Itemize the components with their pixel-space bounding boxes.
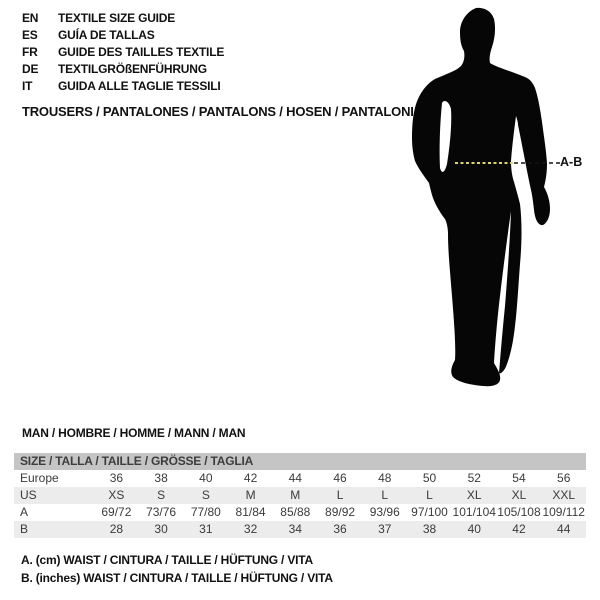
cell: 77/80: [190, 505, 221, 519]
lang-label: TEXTILE SIZE GUIDE: [58, 11, 176, 25]
cell: 46: [333, 471, 347, 485]
row-label: B: [20, 522, 29, 536]
lang-code: EN: [22, 11, 39, 25]
cell: 73/76: [146, 505, 177, 519]
cell: 34: [288, 522, 302, 536]
cell: M: [290, 488, 301, 502]
man-silhouette-svg: [408, 5, 573, 390]
note-b: B. (inches) WAIST / CINTURA / TAILLE / HÜFTUNG / VITA: [21, 571, 333, 585]
legend-row-it: [22, 78, 224, 95]
table-row-a-cm: [14, 504, 586, 521]
lang-label: GUIDE DES TAILLES TEXTILE: [58, 45, 225, 59]
row-label: Europe: [20, 471, 59, 485]
cell: XS: [108, 488, 125, 502]
lang-label: GUIDA ALLE TAGLIE TESSILI: [58, 79, 221, 93]
legend-row-fr: [22, 44, 224, 61]
gender-section-heading: MAN / HOMBRE / HOMME / MANN / MAN: [22, 426, 246, 440]
cell: 37: [378, 522, 392, 536]
waist-measure-label: A-B: [560, 155, 583, 169]
cell: 69/72: [101, 505, 132, 519]
cell: 97/100: [411, 505, 448, 519]
cell: 44: [288, 471, 302, 485]
cell: XL: [466, 488, 482, 502]
size-table-header: SIZE / TALLA / TAILLE / GRÖSSE / TAGLIA: [14, 453, 586, 470]
man-silhouette: [408, 5, 573, 390]
lang-code: FR: [22, 45, 38, 59]
cell: 105/108: [497, 505, 541, 519]
cell: XXL: [552, 488, 576, 502]
cell: 109/112: [542, 505, 585, 519]
cell: S: [201, 488, 210, 502]
table-row-b-inches: [14, 521, 586, 538]
cell: 28: [109, 522, 124, 536]
cell: 81/84: [235, 505, 266, 519]
cell: XL: [511, 488, 527, 502]
cell: 54: [512, 471, 526, 485]
lang-label: GUÍA DE TALLAS: [58, 28, 155, 42]
legend-row-en: [22, 10, 224, 27]
cell: 52: [467, 471, 481, 485]
cell: 38: [422, 522, 437, 536]
legend-row-de: [22, 61, 224, 78]
cell: 85/88: [280, 505, 311, 519]
note-a: A. (cm) WAIST / CINTURA / TAILLE / HÜFTUNG / VITA: [21, 553, 313, 567]
measurement-notes: [21, 551, 333, 587]
cell: M: [245, 488, 256, 502]
language-legend: [22, 10, 224, 95]
cell: L: [426, 488, 433, 502]
cell: 30: [154, 522, 168, 536]
cell: 36: [333, 522, 347, 536]
lang-code: ES: [22, 28, 38, 42]
cell: L: [381, 488, 389, 502]
cell: 89/92: [325, 505, 356, 519]
cell: 32: [243, 522, 258, 536]
cell: 50: [422, 471, 437, 485]
cell: 48: [378, 471, 392, 485]
cell: 101/104: [452, 505, 496, 519]
cell: 36: [109, 471, 124, 485]
lang-code: IT: [22, 79, 33, 93]
cell: 38: [154, 471, 168, 485]
table-row-europe: [14, 470, 586, 487]
size-table: [14, 453, 586, 538]
legend-row-es: [22, 27, 224, 44]
lang-label: TEXTILGRÖßENFÜHRUNG: [58, 62, 207, 76]
cell: 56: [557, 471, 571, 485]
lang-code: DE: [22, 62, 39, 76]
cell: 42: [512, 522, 526, 536]
cell: 31: [199, 522, 213, 536]
cell: L: [336, 488, 344, 502]
row-label: US: [20, 488, 37, 502]
cell: 44: [557, 522, 571, 536]
product-type-heading: TROUSERS / PANTALONES / PANTALONS / HOSEN / PANTALONI: [22, 104, 414, 119]
silhouette-path: [412, 8, 550, 386]
cell: 42: [243, 471, 258, 485]
cell: 40: [467, 522, 481, 536]
cell: 40: [199, 471, 213, 485]
cell: S: [157, 488, 166, 502]
table-row-us: [14, 487, 586, 504]
cell: 93/96: [369, 505, 400, 519]
row-label: A: [20, 505, 29, 519]
